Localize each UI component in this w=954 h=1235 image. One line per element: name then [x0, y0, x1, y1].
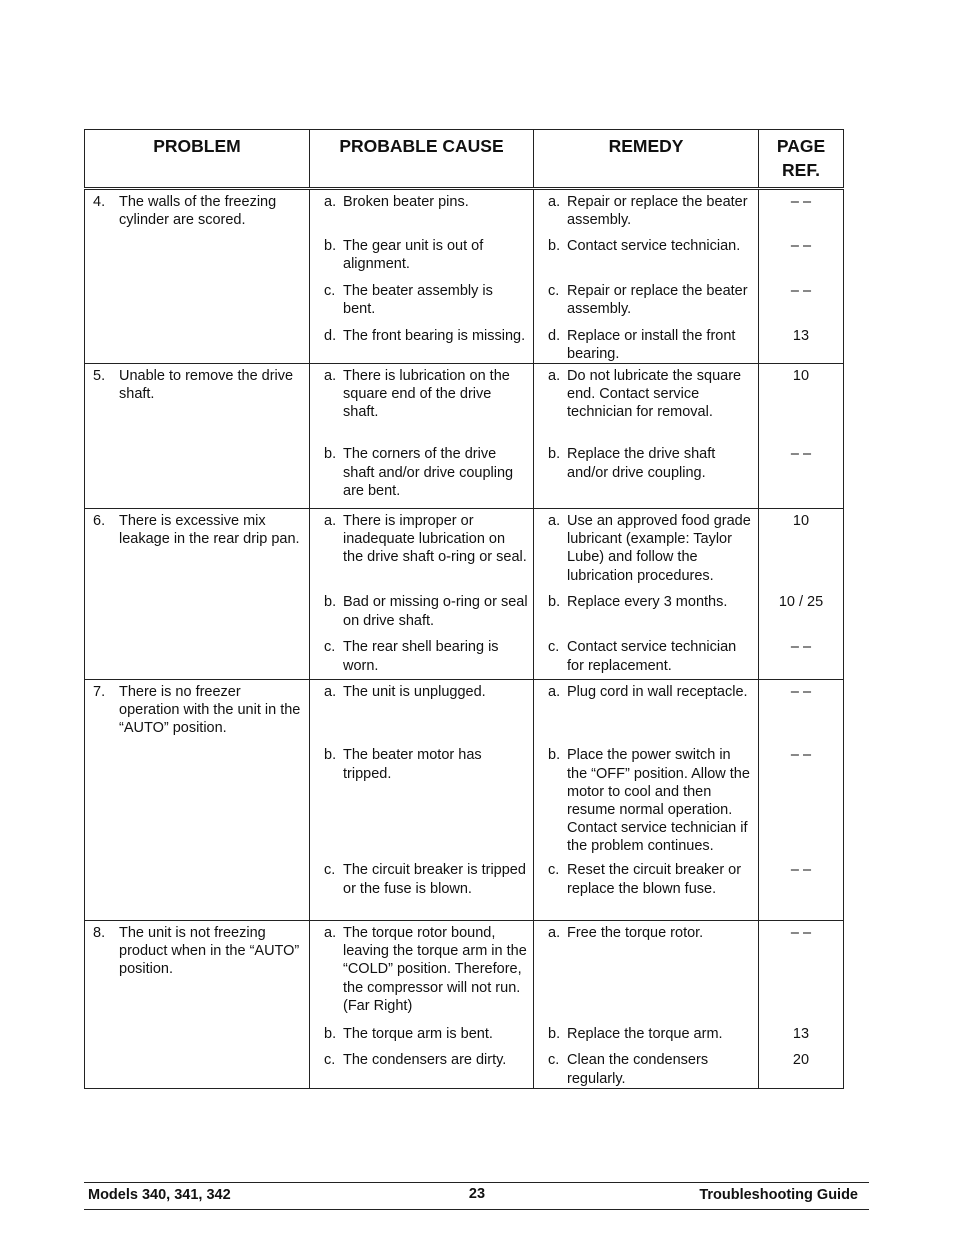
- table-row: [85, 679, 844, 743]
- cause-text: Bad or missing o-ring or seal on drive shaft.: [343, 594, 528, 629]
- cause-text: There is improper or inadequate lubrication on the drive shaft o-ring or seal.: [343, 512, 527, 566]
- cause-text: The unit is unplugged.: [343, 683, 486, 700]
- remedy-item: [534, 279, 758, 318]
- page-ref-cell: [759, 234, 844, 279]
- remedy-text: Clean the condensers regularly.: [567, 1052, 709, 1087]
- cause-text: The beater assembly is bent.: [343, 282, 493, 317]
- remedy-label: b.: [548, 594, 561, 611]
- remedy-cell: [534, 324, 759, 364]
- page-ref-cell: [759, 363, 844, 442]
- cause-label: d.: [324, 327, 337, 344]
- problem-number: 5.: [93, 367, 106, 384]
- cause-label: a.: [324, 367, 337, 384]
- remedy-cell: [534, 743, 759, 858]
- page-ref-value: – –: [790, 639, 812, 656]
- cause-cell: [310, 1022, 534, 1048]
- page-ref-cell: [759, 590, 844, 635]
- problem-cell: [85, 679, 310, 920]
- remedy-label: b.: [548, 237, 561, 254]
- cause-item: [310, 442, 533, 500]
- cause-label: c.: [324, 1052, 336, 1069]
- page-ref-value: – –: [790, 446, 812, 463]
- footer-rule-top: [84, 1182, 869, 1183]
- cause-label: a.: [324, 194, 337, 210]
- remedy-label: a.: [548, 512, 561, 529]
- header-probable-cause: PROBABLE CAUSE: [310, 130, 534, 189]
- page-ref-cell: [759, 635, 844, 679]
- page-ref-value: – –: [790, 282, 812, 299]
- remedy-label: a.: [548, 683, 561, 700]
- table-row: [85, 920, 844, 1022]
- remedy-label: a.: [548, 367, 561, 384]
- problem-number: 7.: [93, 683, 106, 700]
- remedy-item: [534, 509, 758, 585]
- remedy-item: [534, 921, 758, 942]
- remedy-item: [534, 590, 758, 611]
- cause-label: b.: [324, 446, 337, 463]
- remedy-item: [534, 442, 758, 481]
- cause-text: The condensers are dirty.: [343, 1052, 507, 1069]
- table-row: [85, 363, 844, 442]
- remedy-item: [534, 635, 758, 674]
- cause-text: The corners of the drive shaft and/or drive coupling are bent.: [343, 446, 514, 499]
- cause-item: [310, 743, 533, 782]
- remedy-cell: [534, 635, 759, 679]
- header-remedy: REMEDY: [534, 130, 759, 189]
- page-ref-value: – –: [790, 237, 812, 254]
- page-ref-cell: [759, 279, 844, 324]
- problem-number: 6.: [93, 512, 106, 529]
- cause-item: [310, 635, 533, 674]
- page-ref-value: 10: [792, 367, 810, 384]
- problem-item: [85, 680, 309, 738]
- cause-text: The torque rotor bound, leaving the torque arm in the “COLD” position. Therefore, the compressor will not run. (Far Right): [343, 924, 527, 1014]
- cause-cell: [310, 324, 534, 364]
- footer-rule-bottom: [84, 1209, 869, 1210]
- cause-cell: [310, 679, 534, 743]
- page-ref-value: – –: [790, 683, 812, 700]
- cause-item: [310, 364, 533, 422]
- remedy-cell: [534, 1048, 759, 1088]
- cause-cell: [310, 920, 534, 1022]
- remedy-text: Contact service technician.: [567, 237, 741, 254]
- cause-text: There is lubrication on the square end of the drive shaft.: [343, 367, 510, 421]
- page-ref-cell: [759, 1048, 844, 1088]
- cause-item: [310, 858, 533, 897]
- page-ref-cell: [759, 679, 844, 743]
- problem-text: Unable to remove the drive shaft.: [119, 367, 294, 403]
- page-ref-value: 13: [792, 327, 810, 344]
- cause-label: c.: [324, 282, 336, 299]
- remedy-cell: [534, 442, 759, 508]
- page-ref-cell: [759, 189, 844, 234]
- cause-label: b.: [324, 594, 337, 611]
- cause-cell: [310, 279, 534, 324]
- cause-item: [310, 324, 533, 345]
- cause-cell: [310, 858, 534, 920]
- cause-item: [310, 509, 533, 567]
- page-ref-value: 10 / 25: [778, 594, 824, 611]
- cause-cell: [310, 442, 534, 508]
- remedy-text: Repair or replace the beater assembly.: [567, 194, 748, 229]
- remedy-label: a.: [548, 924, 561, 941]
- cause-cell: [310, 363, 534, 442]
- remedy-label: b.: [548, 747, 561, 764]
- remedy-item: [534, 743, 758, 855]
- cause-label: a.: [324, 512, 337, 529]
- problem-group: [85, 920, 844, 1088]
- cause-cell: [310, 508, 534, 590]
- remedy-label: c.: [548, 862, 560, 879]
- remedy-label: c.: [548, 282, 560, 299]
- cause-item: [310, 234, 533, 273]
- problem-text: There is no freezer operation with the unit in the “AUTO” position.: [119, 683, 301, 737]
- cause-item: [310, 190, 533, 211]
- remedy-text: Reset the circuit breaker or replace the blown fuse.: [567, 862, 742, 897]
- problem-text: The unit is not freezing product when in the “AUTO” position.: [119, 924, 300, 978]
- remedy-cell: [534, 508, 759, 590]
- remedy-label: a.: [548, 194, 561, 210]
- problem-text: The walls of the freezing cylinder are scored.: [119, 194, 277, 229]
- remedy-cell: [534, 920, 759, 1022]
- cause-cell: [310, 189, 534, 234]
- table-row: [85, 508, 844, 590]
- cause-item: [310, 1048, 533, 1069]
- remedy-item: [534, 1022, 758, 1043]
- remedy-label: b.: [548, 1026, 561, 1043]
- remedy-cell: [534, 234, 759, 279]
- cause-item: [310, 279, 533, 318]
- cause-text: The front bearing is missing.: [343, 327, 526, 344]
- header-page-ref: PAGE REF.: [759, 130, 844, 189]
- page-ref-cell: [759, 920, 844, 1022]
- troubleshooting-table-container: [84, 129, 843, 1089]
- cause-text: Broken beater pins.: [343, 194, 469, 210]
- remedy-item: [534, 680, 758, 701]
- remedy-cell: [534, 590, 759, 635]
- page-ref-value: – –: [790, 194, 812, 210]
- header-problem: PROBLEM: [85, 130, 310, 189]
- remedy-label: d.: [548, 327, 561, 344]
- problem-number: 4.: [93, 194, 106, 210]
- remedy-item: [534, 324, 758, 363]
- remedy-cell: [534, 679, 759, 743]
- remedy-text: Place the power switch in the “OFF” position. Allow the motor to cool and then resume normal operation. Contact service technician if the problem continues.: [567, 747, 750, 855]
- cause-cell: [310, 234, 534, 279]
- remedy-label: b.: [548, 446, 561, 463]
- cause-label: a.: [324, 924, 337, 941]
- problem-group: [85, 363, 844, 508]
- page-ref-value: – –: [790, 747, 812, 764]
- remedy-label: c.: [548, 1052, 560, 1069]
- remedy-cell: [534, 189, 759, 234]
- table-row: [85, 189, 844, 234]
- cause-text: The beater motor has tripped.: [343, 747, 482, 782]
- cause-item: [310, 680, 533, 701]
- problem-item: [85, 509, 309, 548]
- problem-item: [85, 190, 309, 229]
- cause-label: b.: [324, 747, 337, 764]
- cause-label: a.: [324, 683, 337, 700]
- troubleshooting-table: [84, 129, 844, 1089]
- cause-text: The circuit breaker is tripped or the fuse is blown.: [343, 862, 526, 897]
- remedy-item: [534, 190, 758, 229]
- page-ref-value: – –: [790, 924, 812, 941]
- problem-item: [85, 364, 309, 403]
- page-ref-cell: [759, 743, 844, 858]
- remedy-item: [534, 234, 758, 255]
- problem-group: [85, 189, 844, 364]
- problem-cell: [85, 363, 310, 508]
- remedy-cell: [534, 1022, 759, 1048]
- problem-group: [85, 679, 844, 920]
- page-ref-value: 20: [792, 1052, 810, 1069]
- remedy-text: Replace or install the front bearing.: [567, 327, 736, 362]
- cause-cell: [310, 1048, 534, 1088]
- remedy-text: Replace the drive shaft and/or drive coupling.: [567, 446, 716, 481]
- cause-cell: [310, 590, 534, 635]
- remedy-text: Plug cord in wall receptacle.: [567, 683, 748, 700]
- page-ref-cell: [759, 1022, 844, 1048]
- footer-section-title: Troubleshooting Guide: [699, 1187, 858, 1203]
- problem-text: There is excessive mix leakage in the rear drip pan.: [119, 512, 300, 548]
- cause-label: b.: [324, 1026, 337, 1043]
- cause-text: The torque arm is bent.: [343, 1026, 493, 1043]
- page-ref-cell: [759, 324, 844, 364]
- remedy-text: Repair or replace the beater assembly.: [567, 282, 748, 317]
- cause-item: [310, 590, 533, 629]
- page-ref-cell: [759, 858, 844, 920]
- problem-item: [85, 921, 309, 979]
- footer-page-number: 23: [468, 1186, 486, 1202]
- remedy-item: [534, 364, 758, 422]
- remedy-text: Replace every 3 months.: [567, 594, 728, 611]
- remedy-cell: [534, 363, 759, 442]
- problem-number: 8.: [93, 924, 106, 941]
- cause-text: The rear shell bearing is worn.: [343, 639, 499, 674]
- remedy-text: Replace the torque arm.: [567, 1026, 723, 1043]
- problem-cell: [85, 920, 310, 1088]
- footer-models: Models 340, 341, 342: [88, 1187, 231, 1203]
- remedy-cell: [534, 858, 759, 920]
- page-ref-value: 10: [792, 512, 810, 529]
- cause-text: The gear unit is out of alignment.: [343, 237, 484, 272]
- cause-item: [310, 1022, 533, 1043]
- cause-label: c.: [324, 639, 336, 656]
- cause-cell: [310, 743, 534, 858]
- remedy-cell: [534, 279, 759, 324]
- page-ref-cell: [759, 508, 844, 590]
- remedy-item: [534, 1048, 758, 1087]
- problem-cell: [85, 189, 310, 364]
- remedy-label: c.: [548, 639, 560, 656]
- cause-item: [310, 921, 533, 1015]
- remedy-item: [534, 858, 758, 897]
- table-header-row: [85, 130, 844, 189]
- remedy-text: Contact service technician for replacement.: [567, 639, 737, 674]
- cause-cell: [310, 635, 534, 679]
- cause-label: b.: [324, 237, 337, 254]
- page-ref-value: 13: [792, 1026, 810, 1043]
- page-ref-cell: [759, 442, 844, 508]
- remedy-text: Free the torque rotor.: [567, 924, 704, 941]
- remedy-text: Do not lubricate the square end. Contact service technician for removal.: [567, 367, 742, 421]
- problem-group: [85, 508, 844, 679]
- problem-cell: [85, 508, 310, 679]
- page-ref-value: – –: [790, 862, 812, 879]
- remedy-text: Use an approved food grade lubricant (example: Taylor Lube) and follow the lubrication procedures.: [567, 512, 751, 584]
- cause-label: c.: [324, 862, 336, 879]
